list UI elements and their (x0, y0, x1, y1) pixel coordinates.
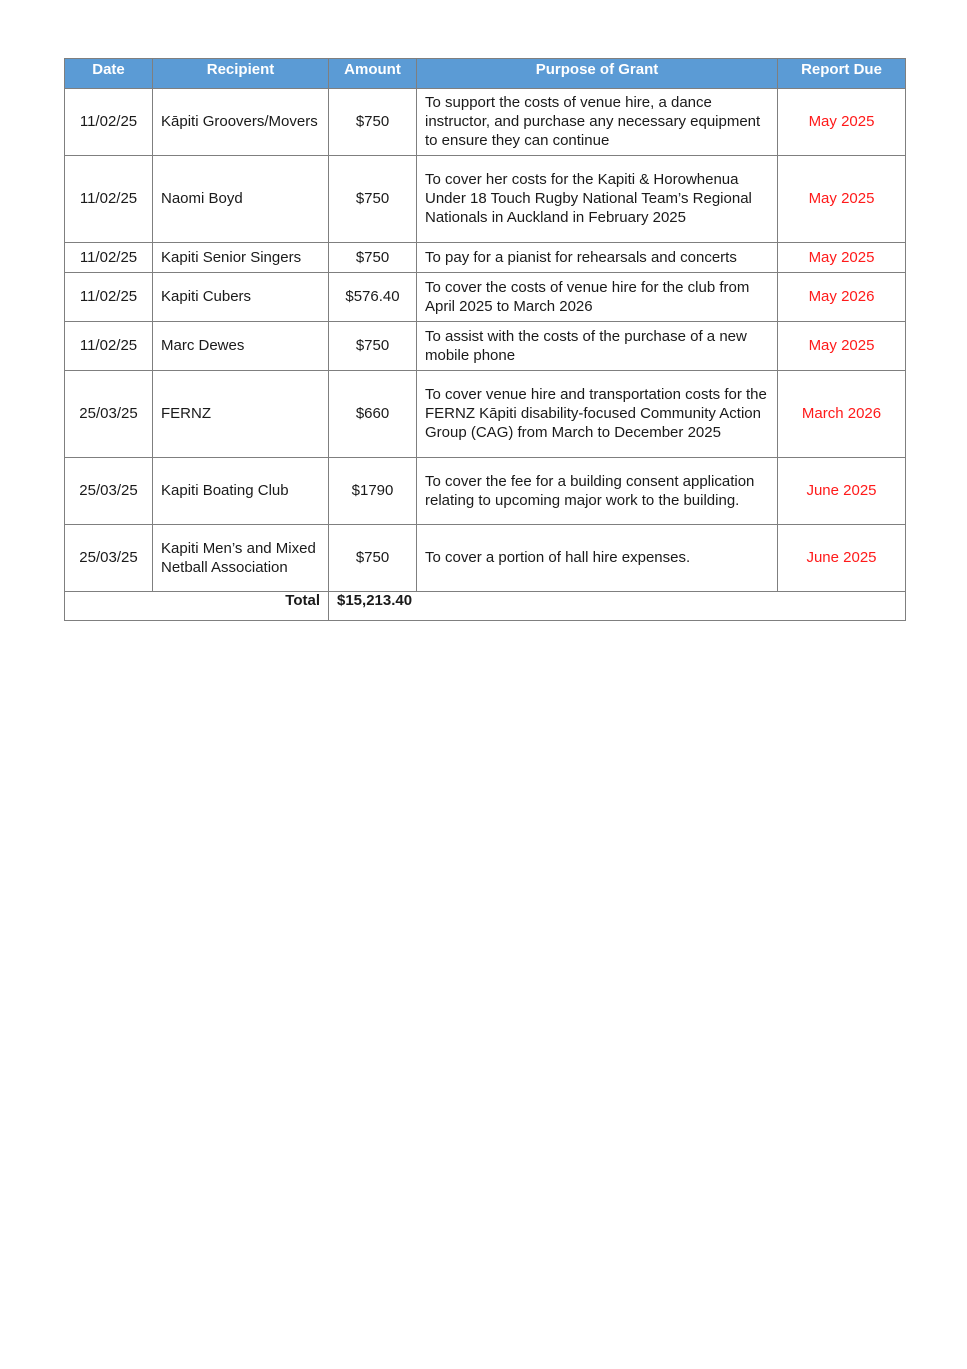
cell-purpose: To cover venue hire and transportation costs for the FERNZ Kāpiti disability-focused Community Action Group (CAG) from March to December 2025 (417, 371, 778, 458)
cell-purpose: To support the costs of venue hire, a dance instructor, and purchase any necessary equipment to ensure they can continue (417, 89, 778, 156)
cell-recipient: Kapiti Men’s and Mixed Netball Association (153, 525, 329, 592)
cell-purpose: To pay for a pianist for rehearsals and concerts (417, 243, 778, 273)
cell-recipient: FERNZ (153, 371, 329, 458)
cell-amount: $750 (329, 243, 417, 273)
cell-date: 11/02/25 (65, 322, 153, 371)
table-row (65, 371, 906, 458)
cell-report-due: May 2025 (778, 322, 906, 371)
cell-amount: $750 (329, 89, 417, 156)
cell-report-due: May 2026 (778, 273, 906, 322)
cell-purpose: To cover her costs for the Kapiti & Horowhenua Under 18 Touch Rugby National Team’s Regional Nationals in Auckland in February 2025 (417, 156, 778, 243)
table-row (65, 89, 906, 156)
cell-amount: $750 (329, 525, 417, 592)
cell-purpose: To cover a portion of hall hire expenses. (417, 525, 778, 592)
header-row (65, 59, 906, 89)
total-empty-cell (417, 592, 906, 621)
table-row (65, 322, 906, 371)
cell-report-due: May 2025 (778, 156, 906, 243)
total-row (65, 592, 906, 621)
cell-recipient: Naomi Boyd (153, 156, 329, 243)
cell-report-due: June 2025 (778, 525, 906, 592)
grants-table (64, 58, 906, 621)
table-row (65, 243, 906, 273)
cell-date: 11/02/25 (65, 243, 153, 273)
cell-amount: $576.40 (329, 273, 417, 322)
cell-recipient: Kāpiti Groovers/Movers (153, 89, 329, 156)
cell-recipient: Marc Dewes (153, 322, 329, 371)
cell-amount: $750 (329, 156, 417, 243)
cell-date: 25/03/25 (65, 525, 153, 592)
header-amount: Amount (329, 59, 417, 89)
cell-recipient: Kapiti Boating Club (153, 458, 329, 525)
cell-date: 25/03/25 (65, 371, 153, 458)
header-date: Date (65, 59, 153, 89)
cell-date: 11/02/25 (65, 156, 153, 243)
total-amount: $15,213.40 (329, 592, 417, 621)
cell-purpose: To cover the fee for a building consent application relating to upcoming major work to the building. (417, 458, 778, 525)
cell-amount: $750 (329, 322, 417, 371)
header-recipient: Recipient (153, 59, 329, 89)
cell-report-due: May 2025 (778, 243, 906, 273)
cell-amount: $1790 (329, 458, 417, 525)
header-purpose: Purpose of Grant (417, 59, 778, 89)
header-report-due: Report Due (778, 59, 906, 89)
cell-purpose: To assist with the costs of the purchase of a new mobile phone (417, 322, 778, 371)
table-row (65, 458, 906, 525)
table-row (65, 273, 906, 322)
cell-amount: $660 (329, 371, 417, 458)
table-row (65, 156, 906, 243)
cell-date: 11/02/25 (65, 273, 153, 322)
cell-report-due: March 2026 (778, 371, 906, 458)
cell-purpose: To cover the costs of venue hire for the club from April 2025 to March 2026 (417, 273, 778, 322)
total-label: Total (65, 592, 329, 621)
cell-report-due: June 2025 (778, 458, 906, 525)
cell-date: 11/02/25 (65, 89, 153, 156)
cell-date: 25/03/25 (65, 458, 153, 525)
cell-recipient: Kapiti Cubers (153, 273, 329, 322)
cell-recipient: Kapiti Senior Singers (153, 243, 329, 273)
cell-report-due: May 2025 (778, 89, 906, 156)
table-row (65, 525, 906, 592)
